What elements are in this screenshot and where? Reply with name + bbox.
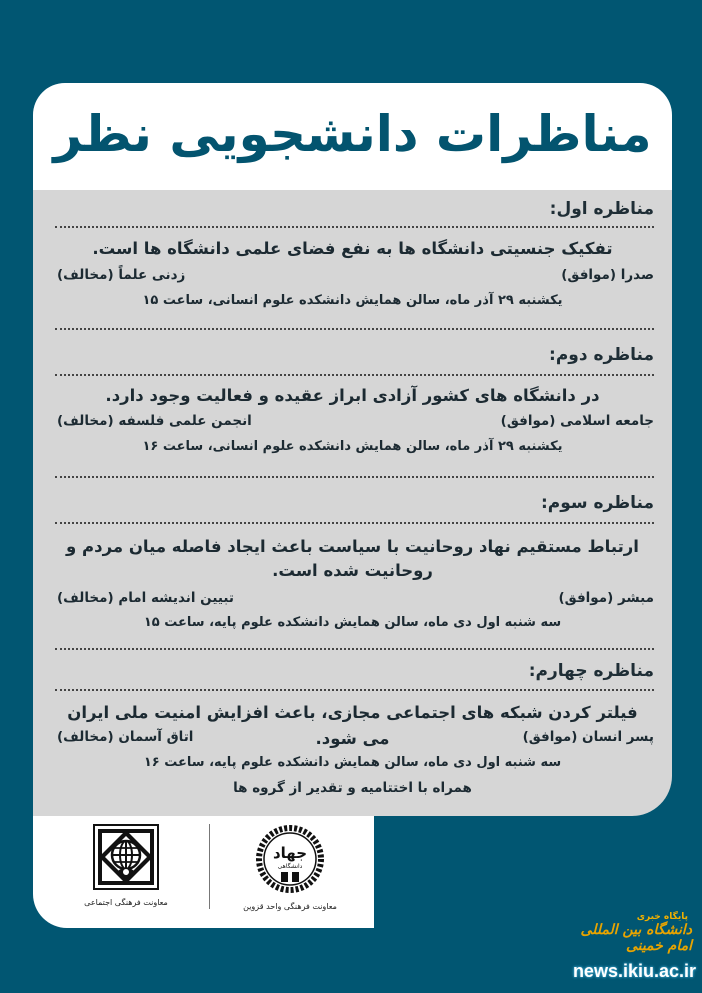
- pro-team: صدرا (موافق): [561, 267, 654, 283]
- watermark-label: پایگاه خبری: [636, 912, 688, 922]
- dotted-divider: [55, 226, 654, 228]
- debate-sides: [57, 727, 654, 747]
- dotted-divider: [55, 374, 654, 376]
- pro-team: جامعه اسلامی (موافق): [500, 413, 654, 429]
- debate-topic-line-1: ارتباط مستقیم نهاد روحانیت با سیاست باعث ایجاد فاصله میان مردم و: [66, 537, 639, 556]
- debates-panel: [33, 190, 672, 816]
- news-site-watermark: [562, 912, 696, 982]
- con-team: اتاق آسمان (مخالف): [57, 729, 194, 745]
- debate-schedule: یکشنبه ۲۹ آذر ماه، سالن همایش دانشکده علوم انسانی، ساعت ۱۶: [142, 439, 563, 454]
- watermark-url[interactable]: news.ikiu.ac.ir: [572, 961, 696, 981]
- logo-divider: [209, 824, 210, 909]
- dotted-divider: [55, 689, 654, 691]
- logo-social-cultural-deputy: [51, 824, 201, 907]
- pro-team: پسر انسان (موافق): [522, 729, 654, 745]
- con-team: زدنی علماً (مخالف): [57, 267, 186, 283]
- con-team: انجمن علمی فلسفه (مخالف): [57, 413, 252, 429]
- con-team: تبیین اندیشه امام (مخالف): [57, 590, 234, 606]
- debate-topic: تفکیک جنسیتی دانشگاه ها به نفع فضای علمی دانشگاه ها است.: [92, 239, 613, 258]
- debate-schedule: سه شنبه اول دی ماه، سالن همایش دانشکده علوم پایه، ساعت ۱۶: [143, 755, 562, 770]
- svg-text:جهاد: جهاد: [272, 844, 308, 862]
- debate-topic: فیلتر کردن شبکه های اجتماعی مجازی، باعث افزایش امنیت ملی ایران می شود.: [67, 703, 638, 748]
- debate-heading: مناظره دوم:: [549, 345, 654, 365]
- debate-sides: [57, 588, 654, 608]
- logo-caption: معاونت فرهنگی اجتماعی: [84, 898, 168, 907]
- logo-jahad-daneshgahi: [215, 824, 365, 911]
- pro-team: مبشر (موافق): [558, 590, 654, 606]
- debate-topic-line-2: روحانیت شده است.: [272, 561, 433, 580]
- globe-diamond-emblem-icon: [93, 824, 159, 890]
- debate-topic: در دانشگاه های کشور آزادی ابراز عقیده و فعالیت وجود دارد.: [105, 386, 600, 405]
- title-panel: [33, 83, 672, 190]
- dotted-divider: [55, 648, 654, 650]
- debate-heading: مناظره سوم:: [540, 493, 654, 513]
- jahad-daneshgahi-gear-emblem-icon: [255, 824, 325, 894]
- debate-sides: [57, 265, 654, 285]
- debate-heading: مناظره چهارم:: [528, 661, 654, 681]
- poster-title: مناظرات دانشجویی نظر: [53, 105, 652, 163]
- logo-caption: معاونت فرهنگی واحد قزوین: [243, 902, 337, 911]
- sponsor-logos-panel: [33, 816, 374, 928]
- debate-schedule: یکشنبه ۲۹ آذر ماه، سالن همایش دانشکده علوم انسانی، ساعت ۱۵: [142, 293, 563, 308]
- watermark-university-name: دانشگاه بین المللی امام خمینی: [580, 922, 692, 954]
- dotted-divider: [55, 522, 654, 524]
- debate-sides: [57, 411, 654, 431]
- dotted-divider: [55, 328, 654, 330]
- debate-schedule: سه شنبه اول دی ماه، سالن همایش دانشکده علوم پایه، ساعت ۱۵: [143, 615, 562, 630]
- closing-note: همراه با اختتامیه و تقدیر از گروه ها: [233, 780, 472, 796]
- svg-text:دانشگاهی: دانشگاهی: [277, 863, 303, 870]
- dotted-divider: [55, 476, 654, 478]
- debate-heading: مناظره اول:: [549, 199, 654, 219]
